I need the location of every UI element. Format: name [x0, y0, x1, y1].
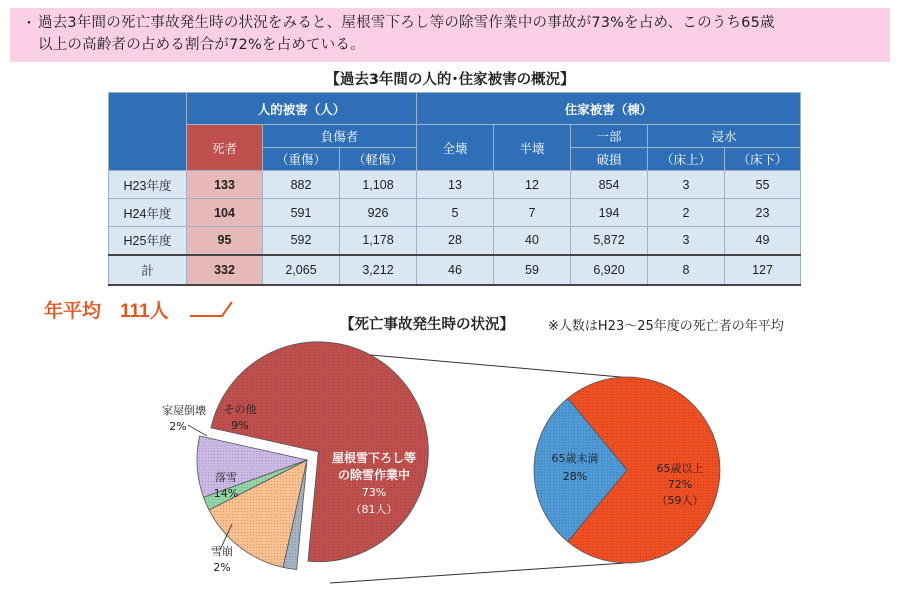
header-flood: 浸水 [648, 125, 801, 148]
header-below-floor: （床下） [725, 148, 801, 171]
header-serious: （重傷） [263, 148, 340, 171]
cell-partial: 5,872 [571, 227, 648, 255]
row-label: H24年度 [109, 199, 187, 227]
cell-above: 2 [648, 199, 725, 227]
header-partial-top: 一部 [571, 125, 648, 148]
cell-full: 5 [417, 199, 494, 227]
cell-partial: 194 [571, 199, 648, 227]
section-note: ※人数はH23～25年度の死亡者の年平均 [548, 319, 784, 334]
connector-line-bottom [330, 563, 625, 583]
label-avalanche-pct: 2% [213, 561, 231, 574]
cell-above: 3 [648, 227, 725, 255]
header-half-collapse: 半壊 [494, 125, 571, 171]
cell-above: 3 [648, 171, 725, 199]
row-label: H23年度 [109, 171, 187, 199]
header-human-damage: 人的被害（人） [187, 93, 417, 125]
header-above-floor: （床上） [648, 148, 725, 171]
cell-minor: 1,178 [340, 227, 417, 255]
cell-half: 7 [494, 199, 571, 227]
cell-dead: 104 [187, 199, 263, 227]
label-fall-pct: 14% [213, 487, 239, 500]
label-main-1: 屋根雪下ろし等 [331, 451, 417, 465]
cell-below: 49 [725, 227, 801, 255]
cell-partial: 6,920 [571, 255, 648, 285]
cell-partial: 854 [571, 171, 648, 199]
header-injured: 負傷者 [263, 125, 417, 148]
cell-serious: 882 [263, 171, 340, 199]
bullet-marker: ・ [22, 16, 36, 32]
row-label: 計 [109, 255, 187, 285]
cell-half: 59 [494, 255, 571, 285]
cell-below: 23 [725, 199, 801, 227]
label-main-count: （81人） [350, 503, 398, 516]
cell-below: 55 [725, 171, 801, 199]
label-old-name: 65歳以上 [656, 462, 704, 475]
cell-full: 46 [417, 255, 494, 285]
label-main-2: の除雪作業中 [337, 468, 411, 482]
cell-dead: 332 [187, 255, 263, 285]
leader-line-house [188, 425, 207, 436]
summary-line-1: 過去3年間の死亡事故発生時の状況をみると、屋根雪下ろし等の除雪作業中の事故が73%を占め、このうち65歳 [38, 15, 775, 31]
table-title: 【過去3年間の人的･住家被害の概況】 [325, 72, 575, 88]
label-young-name: 65歳未満 [551, 452, 599, 465]
label-young-pct: 28% [562, 470, 588, 483]
annual-average-label: 年平均 111人 [44, 301, 169, 322]
label-house-name: 家屋倒壊 [162, 404, 206, 417]
cell-serious: 2,065 [263, 255, 340, 285]
label-avalanche-name: 雪崩 [211, 545, 233, 558]
section-title: 【死亡事故発生時の状況】 [340, 317, 514, 333]
header-house-damage: 住家被害（棟） [417, 93, 801, 125]
label-other-pct: 9% [231, 419, 249, 432]
header-full-collapse: 全壊 [417, 125, 494, 171]
header-dead: 死者 [187, 125, 263, 171]
cell-minor: 3,212 [340, 255, 417, 285]
label-other-name: その他 [223, 403, 257, 416]
cell-dead: 95 [187, 227, 263, 255]
cell-half: 40 [494, 227, 571, 255]
cell-full: 28 [417, 227, 494, 255]
cell-full: 13 [417, 171, 494, 199]
cell-minor: 926 [340, 199, 417, 227]
cell-serious: 592 [263, 227, 340, 255]
header-minor: （軽傷） [340, 148, 417, 171]
label-fall-name: 落雪 [215, 471, 237, 484]
cell-dead: 133 [187, 171, 263, 199]
cell-below: 127 [725, 255, 801, 285]
label-old-pct: 72% [667, 478, 693, 491]
cell-above: 8 [648, 255, 725, 285]
cell-minor: 1,108 [340, 171, 417, 199]
summary-line-2: 以上の高齢者の占める割合が72%を占めている。 [38, 37, 365, 53]
header-partial-bottom: 破損 [571, 148, 648, 171]
cell-serious: 591 [263, 199, 340, 227]
label-main-pct: 73% [361, 486, 387, 499]
cell-half: 12 [494, 171, 571, 199]
average-pointer-line [190, 302, 232, 316]
row-label: H25年度 [109, 227, 187, 255]
label-old-count: （59人） [656, 494, 704, 507]
label-house-pct: 2% [169, 420, 187, 433]
